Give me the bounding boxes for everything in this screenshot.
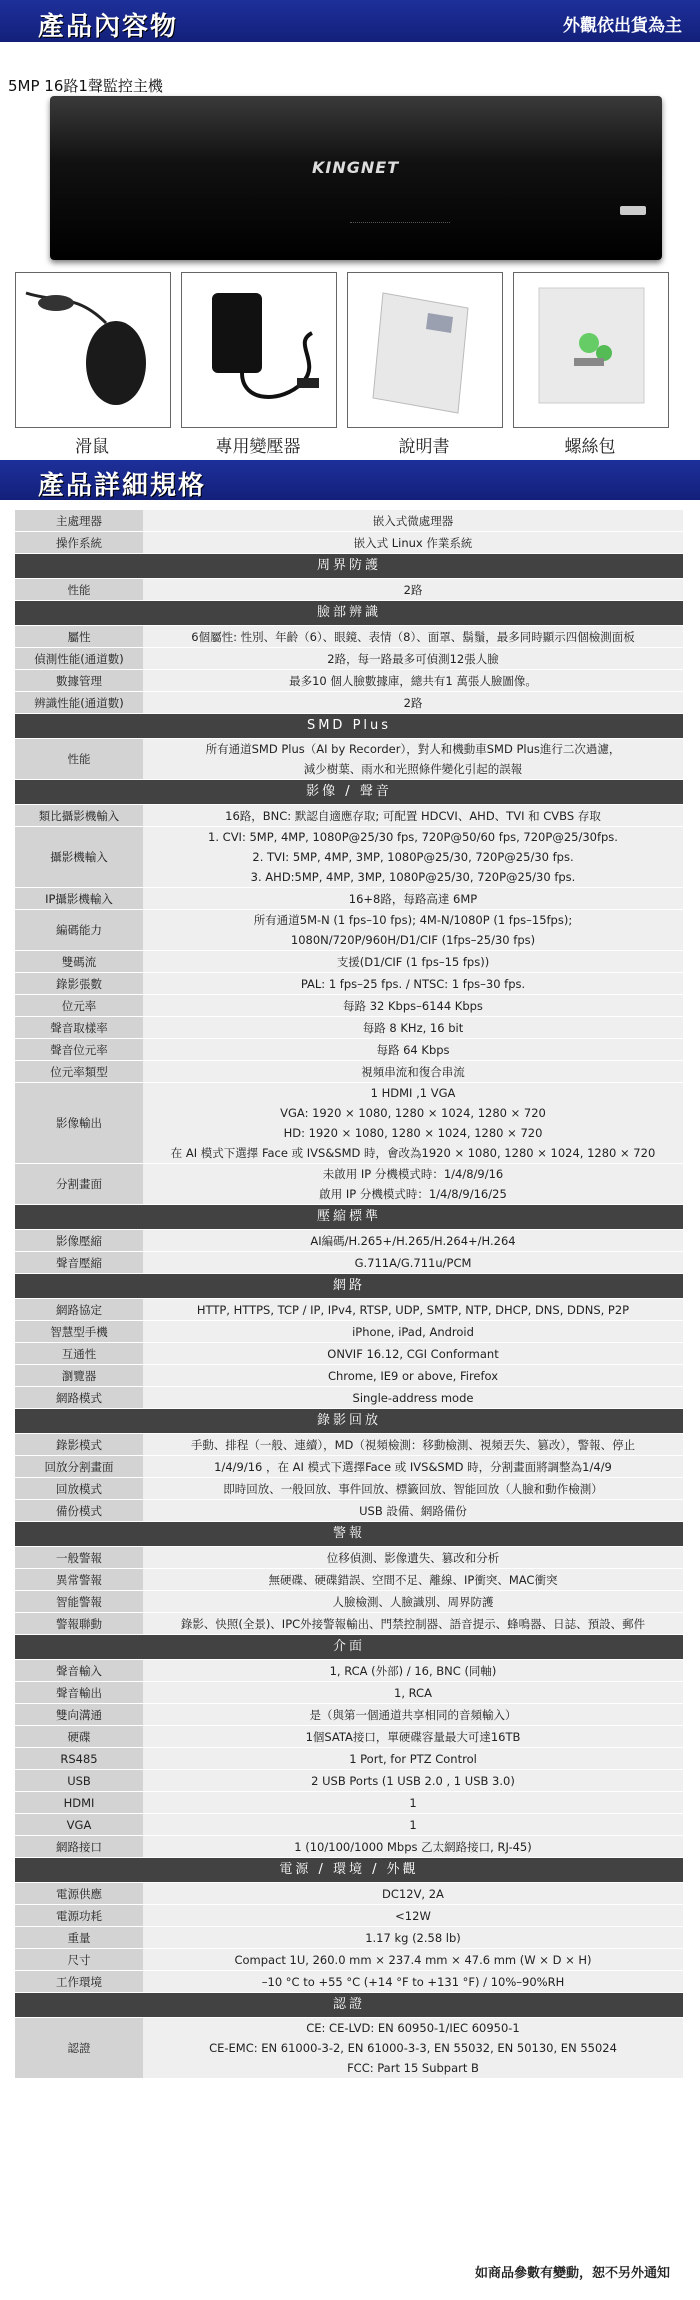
spec-row (15, 1547, 683, 1569)
spec-key: 備份模式 (15, 1500, 143, 1522)
spec-value (143, 1061, 683, 1083)
spec-value (143, 1883, 683, 1905)
spec-key: 網路接口 (15, 1836, 143, 1858)
spec-key: 重量 (15, 1927, 143, 1949)
spec-value (143, 1456, 683, 1478)
spec-key: 聲音壓縮 (15, 1252, 143, 1274)
spec-key: RS485 (15, 1748, 143, 1770)
spec-row (15, 1792, 683, 1814)
spec-key: 位元率 (15, 995, 143, 1017)
spec-value-line: 嵌入式微處理器 (372, 513, 454, 528)
spec-value-line: 在 AI 模式下選擇 Face 或 IVS&SMD 時，會改為1920 × 1080, 1280 × 1024, 1280 × 720 (170, 1146, 656, 1160)
spec-key: 認證 (15, 2018, 143, 2079)
spec-value-line: –10 °C to +55 °C (+14 °F to +131 °F) / 10%–90%RH (261, 1974, 565, 1989)
spec-value (143, 1726, 683, 1748)
spec-value (143, 1164, 683, 1205)
spec-key: 聲音取樣率 (15, 1017, 143, 1039)
spec-row (15, 973, 683, 995)
spec-value-line: HD: 1920 × 1080, 1280 × 1024, 1280 × 720 (283, 1126, 543, 1140)
spec-row (15, 951, 683, 973)
spec-key: IP攝影機輸入 (15, 888, 143, 910)
accessory-label: 螺絲包 (564, 437, 616, 457)
spec-value-line: 1.17 kg (2.58 lb) (365, 1930, 461, 1945)
spec-key: 性能 (15, 579, 143, 601)
spec-row (15, 648, 683, 670)
spec-value (143, 1039, 683, 1061)
spec-row (15, 1434, 683, 1456)
spec-value (143, 827, 683, 888)
spec-key: 網路模式 (15, 1387, 143, 1409)
spec-table (15, 510, 683, 2079)
spec-value-line: 每路 32 Kbps–6144 Kbps (343, 998, 483, 1013)
spec-key: 操作系統 (15, 532, 143, 554)
spec-row (15, 827, 683, 888)
spec-row (15, 1039, 683, 1061)
spec-value-line: 3. AHD:5MP, 4MP, 3MP, 1080P@25/30, 720P@25/30 fps. (250, 870, 576, 884)
spec-value (143, 1971, 683, 1993)
front-panel-leds (350, 222, 450, 227)
spec-value-line: 2. TVI: 5MP, 4MP, 3MP, 1080P@25/30, 720P@25/30 fps. (252, 850, 574, 864)
spec-value-line: 2路，每一路最多可偵測12張人臉 (327, 651, 499, 666)
spec-value (143, 532, 683, 554)
spec-value-line: VGA: 1920 × 1080, 1280 × 1024, 1280 × 720 (280, 1106, 546, 1120)
spec-row (15, 1478, 683, 1500)
spec-value-line: 是（與第一個通道共享相同的音頻輸入） (309, 1707, 517, 1722)
header-banner (0, 0, 700, 42)
spec-row (15, 1299, 683, 1321)
spec-key: 工作環境 (15, 1971, 143, 1993)
spec-value-line: 手動、排程（一般、連續），MD（視頻檢測：移動檢測、視頻丟失、篡改），警報、停止 (190, 1437, 636, 1452)
spec-value-line: 1 (409, 1795, 417, 1810)
spec-value (143, 1682, 683, 1704)
spec-key: 主處理器 (15, 510, 143, 532)
spec-value (143, 1814, 683, 1836)
power-adapter-image (181, 272, 337, 428)
spec-row (15, 1883, 683, 1905)
spec-key: 硬碟 (15, 1726, 143, 1748)
spec-value (143, 951, 683, 973)
spec-value-line: 16+8路，每路高達 6MP (348, 891, 478, 906)
spec-value-line: 2 USB Ports (1 USB 2.0 , 1 USB 3.0) (311, 1773, 515, 1788)
spec-key: VGA (15, 1814, 143, 1836)
spec-value (143, 1547, 683, 1569)
spec-value (143, 1387, 683, 1409)
usb-slot (620, 206, 646, 215)
spec-key: 電源功耗 (15, 1905, 143, 1927)
spec-key: 偵測性能(通道數) (15, 648, 143, 670)
spec-value (143, 510, 683, 532)
spec-value (143, 1299, 683, 1321)
spec-value (143, 1836, 683, 1858)
spec-row (15, 1949, 683, 1971)
spec-key: 一般警報 (15, 1547, 143, 1569)
spec-section-header (15, 714, 683, 739)
section-label: SMD Plus (15, 714, 683, 739)
spec-key: 尺寸 (15, 1949, 143, 1971)
spec-row (15, 1061, 683, 1083)
spec-value-line: 1, RCA (394, 1685, 432, 1700)
spec-value-line: iPhone, iPad, Android (352, 1324, 474, 1339)
spec-value-line: 1 (409, 1817, 417, 1832)
spec-section-header (15, 1522, 683, 1547)
spec-key: 警報聯動 (15, 1613, 143, 1635)
spec-row (15, 1770, 683, 1792)
spec-row (15, 1927, 683, 1949)
spec-row (15, 1814, 683, 1836)
spec-key: 數據管理 (15, 670, 143, 692)
accessory-label: 說明書 (398, 437, 450, 457)
spec-key: USB (15, 1770, 143, 1792)
spec-row (15, 1500, 683, 1522)
spec-row (15, 2018, 683, 2079)
spec-key: 異常警報 (15, 1569, 143, 1591)
accessory-label: 專用變壓器 (215, 437, 301, 457)
spec-key: 聲音輸出 (15, 1682, 143, 1704)
spec-key: 影像輸出 (15, 1083, 143, 1164)
spec-value (143, 888, 683, 910)
spec-key: 影像壓縮 (15, 1230, 143, 1252)
spec-value (143, 973, 683, 995)
spec-value (143, 1792, 683, 1814)
accessory-label: 滑鼠 (75, 437, 109, 457)
spec-key: 屬性 (15, 626, 143, 648)
spec-value (143, 1569, 683, 1591)
spec-row (15, 1164, 683, 1205)
spec-row (15, 805, 683, 827)
spec-key: 位元率類型 (15, 1061, 143, 1083)
section-title: 產品內容物 (38, 12, 179, 42)
spec-row (15, 1591, 683, 1613)
spec-row (15, 579, 683, 601)
spec-row (15, 532, 683, 554)
spec-value-line: 最多10 個人臉數據庫，總共有1 萬張人臉圖像。 (289, 673, 537, 688)
spec-value-line: 所有通道SMD Plus（AI by Recorder），對人和機動車SMD Plus進行二次過濾， (205, 742, 621, 756)
spec-value-line: Single-address mode (352, 1390, 474, 1405)
spec-key: 分割畫面 (15, 1164, 143, 1205)
spec-row (15, 888, 683, 910)
spec-key: 聲音位元率 (15, 1039, 143, 1061)
spec-value-line: DC12V, 2A (382, 1886, 444, 1901)
spec-row (15, 670, 683, 692)
spec-value-line: CE-EMC: EN 61000-3-2, EN 61000-3-3, EN 55032, EN 50130, EN 55024 (209, 2041, 617, 2055)
spec-key: 互通性 (15, 1343, 143, 1365)
section-label: 影像 / 聲音 (15, 780, 683, 805)
spec-value (143, 670, 683, 692)
spec-value-line: PAL: 1 fps–25 fps. / NTSC: 1 fps–30 fps. (300, 976, 526, 991)
spec-row (15, 739, 683, 780)
spec-key: 辨識性能(通道數) (15, 692, 143, 714)
spec-row (15, 1836, 683, 1858)
spec-section-header (15, 1993, 683, 2018)
spec-value (143, 739, 683, 780)
spec-section-header (15, 1409, 683, 1434)
spec-value (143, 626, 683, 648)
spec-value-line: AI編碼/H.265+/H.265/H.264+/H.264 (310, 1233, 516, 1248)
spec-key: 錄影張數 (15, 973, 143, 995)
specs-banner (0, 460, 700, 500)
spec-value (143, 1613, 683, 1635)
spec-row (15, 1613, 683, 1635)
spec-key: 回放分割畫面 (15, 1456, 143, 1478)
spec-row (15, 1905, 683, 1927)
spec-value-line: 位移偵測、影像遺失、篡改和分析 (326, 1550, 500, 1565)
section-label: 周界防護 (15, 554, 683, 579)
spec-row (15, 1569, 683, 1591)
spec-key: 類比攝影機輸入 (15, 805, 143, 827)
spec-value (143, 1230, 683, 1252)
spec-value-line: 人臉檢測、人臉識別、周界防護 (332, 1594, 494, 1609)
spec-value (143, 1478, 683, 1500)
spec-value-line: 1. CVI: 5MP, 4MP, 1080P@25/30 fps, 720P@50/60 fps, 720P@25/30fps. (208, 830, 618, 844)
spec-key: HDMI (15, 1792, 143, 1814)
spec-value-line: 即時回放、一般回放、事件回放、標籤回放、智能回放（人臉和動作檢測） (223, 1481, 603, 1496)
spec-row (15, 1083, 683, 1164)
spec-value-line: 2路 (403, 582, 423, 597)
spec-value (143, 2018, 683, 2079)
spec-key: 性能 (15, 739, 143, 780)
screw-pack-image (513, 272, 669, 428)
spec-row (15, 1726, 683, 1748)
header-note: 外觀依出貨為主 (563, 16, 682, 36)
spec-key: 錄影模式 (15, 1434, 143, 1456)
spec-value-line: 視頻串流和復合串流 (361, 1064, 465, 1079)
spec-key: 聲音輸入 (15, 1660, 143, 1682)
spec-value-line: USB 設備、網路備份 (359, 1503, 467, 1518)
spec-value (143, 1770, 683, 1792)
spec-value (143, 1017, 683, 1039)
section-label: 網路 (15, 1274, 683, 1299)
spec-value-line: Compact 1U, 260.0 mm × 237.4 mm × 47.6 mm (W × D × H) (234, 1952, 592, 1967)
spec-value (143, 1704, 683, 1726)
spec-section-header (15, 554, 683, 579)
spec-value-line: 2路 (403, 695, 423, 710)
spec-row (15, 1017, 683, 1039)
spec-row (15, 1971, 683, 1993)
dvr-device-image (50, 96, 662, 260)
spec-key: 雙向溝通 (15, 1704, 143, 1726)
spec-row (15, 692, 683, 714)
spec-value-line: Chrome, IE9 or above, Firefox (327, 1368, 499, 1383)
spec-row (15, 1748, 683, 1770)
spec-row (15, 510, 683, 532)
spec-value-line: 每路 8 KHz, 16 bit (362, 1020, 464, 1035)
spec-row (15, 1230, 683, 1252)
spec-value (143, 805, 683, 827)
spec-key: 智慧型手機 (15, 1321, 143, 1343)
spec-key: 雙碼流 (15, 951, 143, 973)
spec-value (143, 1660, 683, 1682)
spec-value (143, 1927, 683, 1949)
spec-section-header (15, 1635, 683, 1660)
spec-value (143, 1500, 683, 1522)
spec-value (143, 1343, 683, 1365)
spec-value-line: 1個SATA接口，單硬碟容量最大可達16TB (305, 1729, 521, 1744)
spec-value (143, 648, 683, 670)
spec-value-line: 支援(D1/CIF (1 fps–15 fps)) (336, 954, 490, 969)
spec-value-line: 無硬碟、硬碟錯誤、空間不足、離線、IP衝突、MAC衝突 (268, 1572, 558, 1587)
spec-row (15, 1387, 683, 1409)
spec-section-header (15, 1274, 683, 1299)
spec-key: 網路協定 (15, 1299, 143, 1321)
spec-section-header (15, 601, 683, 626)
spec-row (15, 1682, 683, 1704)
spec-row (15, 1252, 683, 1274)
spec-value (143, 692, 683, 714)
spec-key: 回放模式 (15, 1478, 143, 1500)
spec-row (15, 995, 683, 1017)
spec-value-line: 1080N/720P/960H/D1/CIF (1fps–25/30 fps) (290, 933, 536, 947)
spec-value-line: 6個屬性: 性別、年齡（6）、眼鏡、表情（8）、面罩、鬍鬚，最多同時顯示四個檢測面板 (191, 629, 635, 644)
spec-value (143, 579, 683, 601)
spec-row (15, 626, 683, 648)
section-label: 警報 (15, 1522, 683, 1547)
spec-value-line: 1 (10/100/1000 Mbps 乙太網路接口, RJ-45) (294, 1839, 532, 1854)
spec-value-line: 所有通道5M-N (1 fps–10 fps); 4M-N/1080P (1 fps–15fps); (253, 913, 573, 927)
spec-value (143, 1591, 683, 1613)
product-name: 5MP 16路1聲監控主機 (8, 77, 163, 95)
spec-key: 電源供應 (15, 1883, 143, 1905)
section-label: 電源 / 環境 / 外觀 (15, 1858, 683, 1883)
spec-row (15, 910, 683, 951)
spec-section-header (15, 1205, 683, 1230)
spec-row (15, 1321, 683, 1343)
spec-value-line: 減少樹葉、雨水和光照條件變化引起的誤報 (303, 762, 523, 776)
spec-row (15, 1704, 683, 1726)
spec-value (143, 1748, 683, 1770)
spec-value-line: 錄影、快照(全景)、IPC外接警報輸出、門禁控制器、語音提示、蜂鳴器、日誌、預設、郵件 (180, 1616, 646, 1631)
spec-value-line: 1 Port, for PTZ Control (349, 1751, 477, 1766)
manual-image (347, 272, 503, 428)
spec-key: 攝影機輸入 (15, 827, 143, 888)
spec-value (143, 995, 683, 1017)
section-label: 介面 (15, 1635, 683, 1660)
spec-value-line: G.711A/G.711u/PCM (354, 1255, 472, 1270)
section-title: 產品詳細規格 (38, 471, 207, 501)
spec-value-line: 未啟用 IP 分機模式時：1/4/8/9/16 (322, 1167, 504, 1181)
mouse-image (15, 272, 171, 428)
brand-logo: KINGNET (312, 158, 400, 177)
spec-value-line: 啟用 IP 分機模式時：1/4/8/9/16/25 (319, 1187, 507, 1201)
spec-key: 瀏覽器 (15, 1365, 143, 1387)
section-label: 認證 (15, 1993, 683, 2018)
section-label: 臉部辨識 (15, 601, 683, 626)
spec-value-line: 16路，BNC: 默認自適應存取; 可配置 HDCVI、AHD、TVI 和 CVBS 存取 (225, 808, 601, 823)
spec-value-line: 嵌入式 Linux 作業系統 (353, 535, 473, 550)
spec-value-line: 1/4/9/16 ，在 AI 模式下選擇Face 或 IVS&SMD 時，分割畫面將調整為1/4/9 (214, 1459, 612, 1474)
spec-row (15, 1456, 683, 1478)
spec-value-line: 1, RCA (外部) / 16, BNC (同軸) (329, 1663, 497, 1678)
spec-value (143, 1083, 683, 1164)
spec-value (143, 1949, 683, 1971)
spec-key: 編碼能力 (15, 910, 143, 951)
spec-value (143, 1434, 683, 1456)
spec-value-line: CE: CE-LVD: EN 60950-1/IEC 60950-1 (306, 2021, 520, 2035)
spec-value-line: <12W (395, 1908, 431, 1923)
spec-value-line: ONVIF 16.12, CGI Conformant (327, 1346, 499, 1361)
spec-value (143, 1365, 683, 1387)
footer-note: 如商品參數有變動，恕不另外通知 (474, 2266, 670, 2281)
spec-row (15, 1660, 683, 1682)
section-label: 壓縮標準 (15, 1205, 683, 1230)
spec-row (15, 1365, 683, 1387)
spec-key: 智能警報 (15, 1591, 143, 1613)
spec-value (143, 910, 683, 951)
spec-value-line: FCC: Part 15 Subpart B (347, 2061, 479, 2075)
spec-section-header (15, 1858, 683, 1883)
spec-row (15, 1343, 683, 1365)
spec-value-line: HTTP, HTTPS, TCP / IP, IPv4, RTSP, UDP, SMTP, NTP, DHCP, DNS, DDNS, P2P (196, 1302, 630, 1317)
spec-value (143, 1252, 683, 1274)
spec-value (143, 1905, 683, 1927)
spec-value-line: 每路 64 Kbps (376, 1042, 450, 1057)
section-label: 錄影回放 (15, 1409, 683, 1434)
spec-value (143, 1321, 683, 1343)
spec-value-line: 1 HDMI ,1 VGA (370, 1086, 456, 1100)
spec-section-header (15, 780, 683, 805)
